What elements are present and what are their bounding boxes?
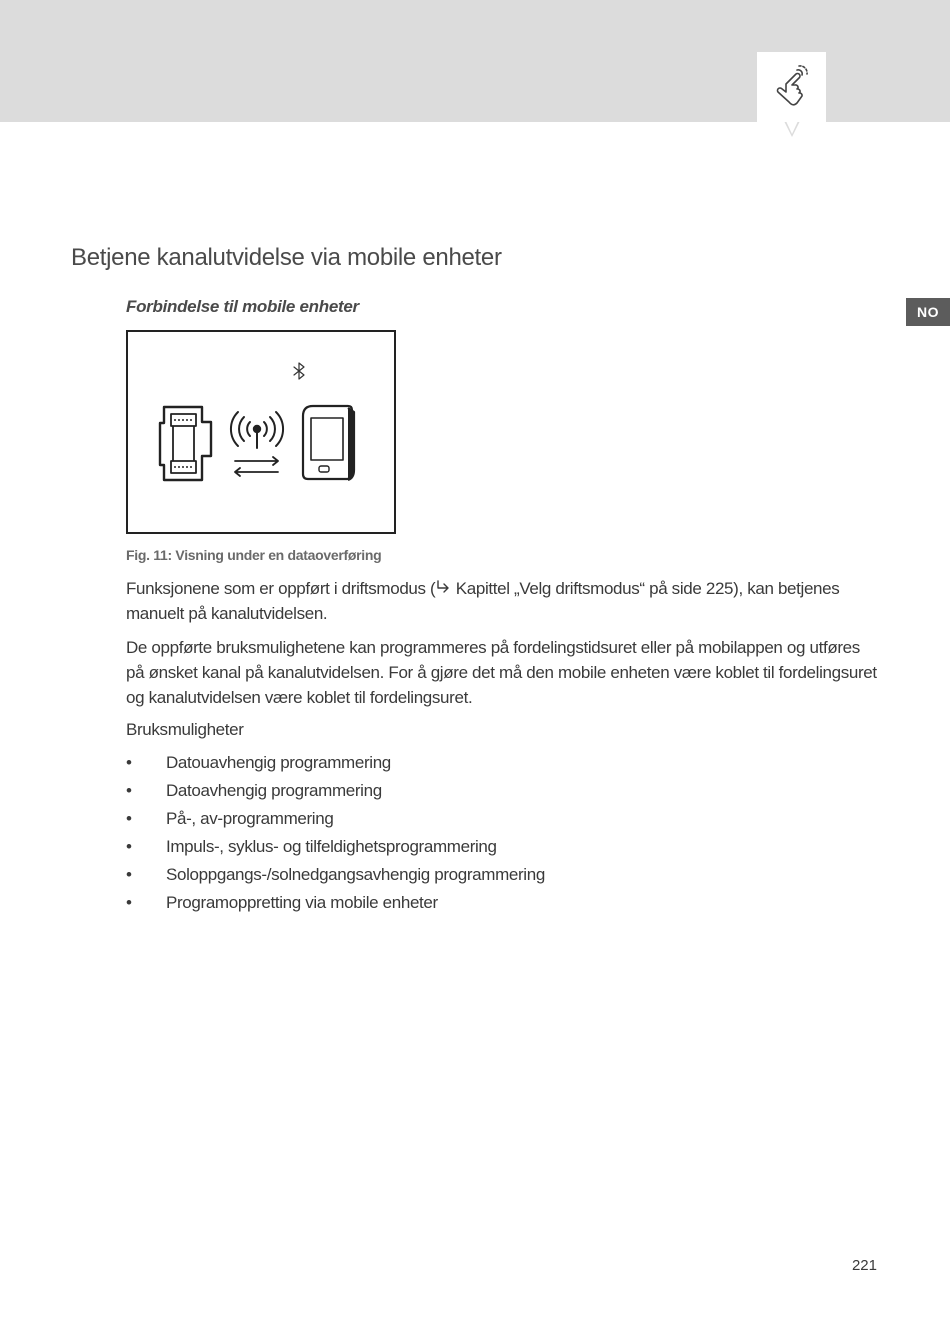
cross-reference-arrow-icon[interactable] [435,576,451,601]
bidirectional-arrows-icon [235,457,278,476]
bullet: • [126,781,132,800]
list-item-text: Soloppgangs-/solnedgangsavhengig programmering [166,865,545,884]
paragraph-text: Funksjonene som er oppført i driftsmodus ( [126,579,436,598]
paragraph-link-text: Kapittel „Velg driftsmodus“ på side 225), kan betjenes manuelt på kanalutvidelsen. [126,579,840,623]
figure-caption: Fig. 11: Visning under en dataoverføring [126,547,382,563]
touch-gesture-icon [771,62,813,110]
din-rail-device-icon [160,407,211,480]
bullet: • [126,753,132,772]
list-item-text: På-, av-programmering [166,809,334,828]
badge-pointer-inner [786,121,798,134]
list-item-text: Datouavhengig programmering [166,753,391,772]
bullet: • [126,837,132,856]
list-item-text: Programoppretting via mobile enheter [166,893,438,912]
list-item-text: Impuls-, syklus- og tilfeldighetsprogrammering [166,837,497,856]
page-number: 221 [851,1257,877,1274]
smartphone-icon [303,406,354,480]
bullet: • [126,809,132,828]
bullet: • [126,893,132,912]
list-item-text: Datoavhengig programmering [166,781,382,800]
usage-heading: Bruksmuligheter [126,720,244,739]
bullet: • [126,865,132,884]
figure-frame [126,330,396,534]
section-title: Betjene kanalutvidelse via mobile enheter [71,244,502,271]
touch-badge [757,52,826,122]
bluetooth-icon [294,363,304,379]
radio-signal-icon [231,412,283,448]
language-tab[interactable]: NO [906,298,950,326]
paragraph-programming: De oppførte bruksmulighetene kan programmeres på fordelingstidsuret eller på mobilappen og utføres på ønsket kanal på kanalutvidelsen. For å gjøre det må den mobile enheten være koblet til fordelingsuret og kanalutvidelsen være koblet til fordelingsuret. [126,638,877,707]
paragraph-operating-mode [126,576,878,626]
section-subheading: Forbindelse til mobile enheter [126,297,359,316]
